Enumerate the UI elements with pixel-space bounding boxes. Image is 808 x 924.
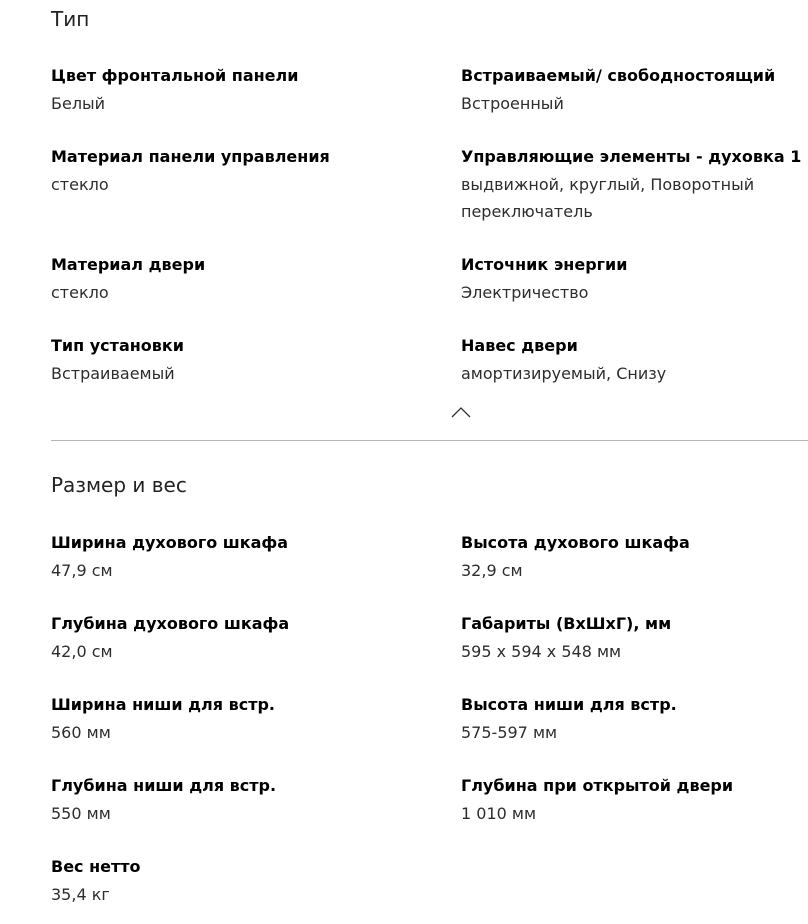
chevron-up-icon [451, 406, 471, 418]
spec-label: Глубина ниши для встр. [51, 776, 277, 795]
spec-label: Встраиваемый/ свободностоящий [461, 66, 776, 85]
spec-value: 47,9 см [51, 561, 113, 580]
spec-label: Высота духового шкафа [461, 533, 690, 552]
spec-label: Навес двери [461, 336, 578, 355]
spec-value: 595 x 594 x 548 мм [461, 642, 622, 661]
spec-label: Цвет фронтальной панели [51, 66, 299, 85]
spec-value: 1 010 мм [461, 804, 537, 823]
spec-niche-height [461, 694, 806, 746]
spec-value [461, 171, 806, 225]
spec-value: Встраиваемый [51, 364, 175, 383]
spec-niche-width [51, 694, 396, 746]
collapse-section-button[interactable] [448, 402, 474, 422]
spec-oven-depth [51, 613, 396, 665]
spec-label: Источник энергии [461, 255, 628, 274]
spec-oven-width [51, 532, 396, 584]
spec-label: Управляющие элементы - духовка 1 [461, 147, 802, 166]
spec-value: Белый [51, 94, 106, 113]
spec-net-weight [51, 856, 396, 908]
section-title-type: Тип [51, 7, 90, 31]
spec-oven-controls [461, 146, 806, 225]
spec-label: Ширина духового шкафа [51, 533, 289, 552]
spec-installation-type [51, 335, 396, 387]
spec-label: Материал двери [51, 255, 206, 274]
spec-value-line: переключатель [461, 202, 593, 221]
spec-value-line: выдвижной, круглый, Поворотный [461, 175, 755, 194]
spec-label: Вес нетто [51, 857, 141, 876]
spec-front-panel-color [51, 65, 396, 117]
spec-value: 35,4 кг [51, 885, 110, 904]
spec-value: 550 мм [51, 804, 111, 823]
spec-value: 42,0 см [51, 642, 113, 661]
spec-open-door-depth [461, 775, 806, 827]
spec-control-panel-material [51, 146, 396, 198]
spec-value: Электричество [461, 283, 589, 302]
spec-energy-source [461, 254, 806, 306]
spec-door-hinge [461, 335, 806, 387]
spec-built-in-freestanding [461, 65, 806, 117]
spec-label: Глубина при открытой двери [461, 776, 734, 795]
spec-value: 575-597 мм [461, 723, 558, 742]
section-divider [51, 440, 808, 441]
spec-label: Тип установки [51, 336, 184, 355]
spec-label: Ширина ниши для встр. [51, 695, 275, 714]
spec-label: Габариты (ВхШхГ), мм [461, 614, 672, 633]
spec-dimensions [461, 613, 806, 665]
spec-door-material [51, 254, 396, 306]
spec-label: Материал панели управления [51, 147, 330, 166]
spec-value: стекло [51, 283, 109, 302]
spec-value: стекло [51, 175, 109, 194]
spec-niche-depth [51, 775, 396, 827]
spec-value: 560 мм [51, 723, 111, 742]
section-title-size-weight: Размер и вес [51, 473, 187, 497]
spec-label: Высота ниши для встр. [461, 695, 677, 714]
spec-oven-height [461, 532, 806, 584]
spec-label: Глубина духового шкафа [51, 614, 290, 633]
spec-value: Встроенный [461, 94, 564, 113]
spec-value: 32,9 см [461, 561, 523, 580]
spec-value: амортизируемый, Снизу [461, 364, 667, 383]
